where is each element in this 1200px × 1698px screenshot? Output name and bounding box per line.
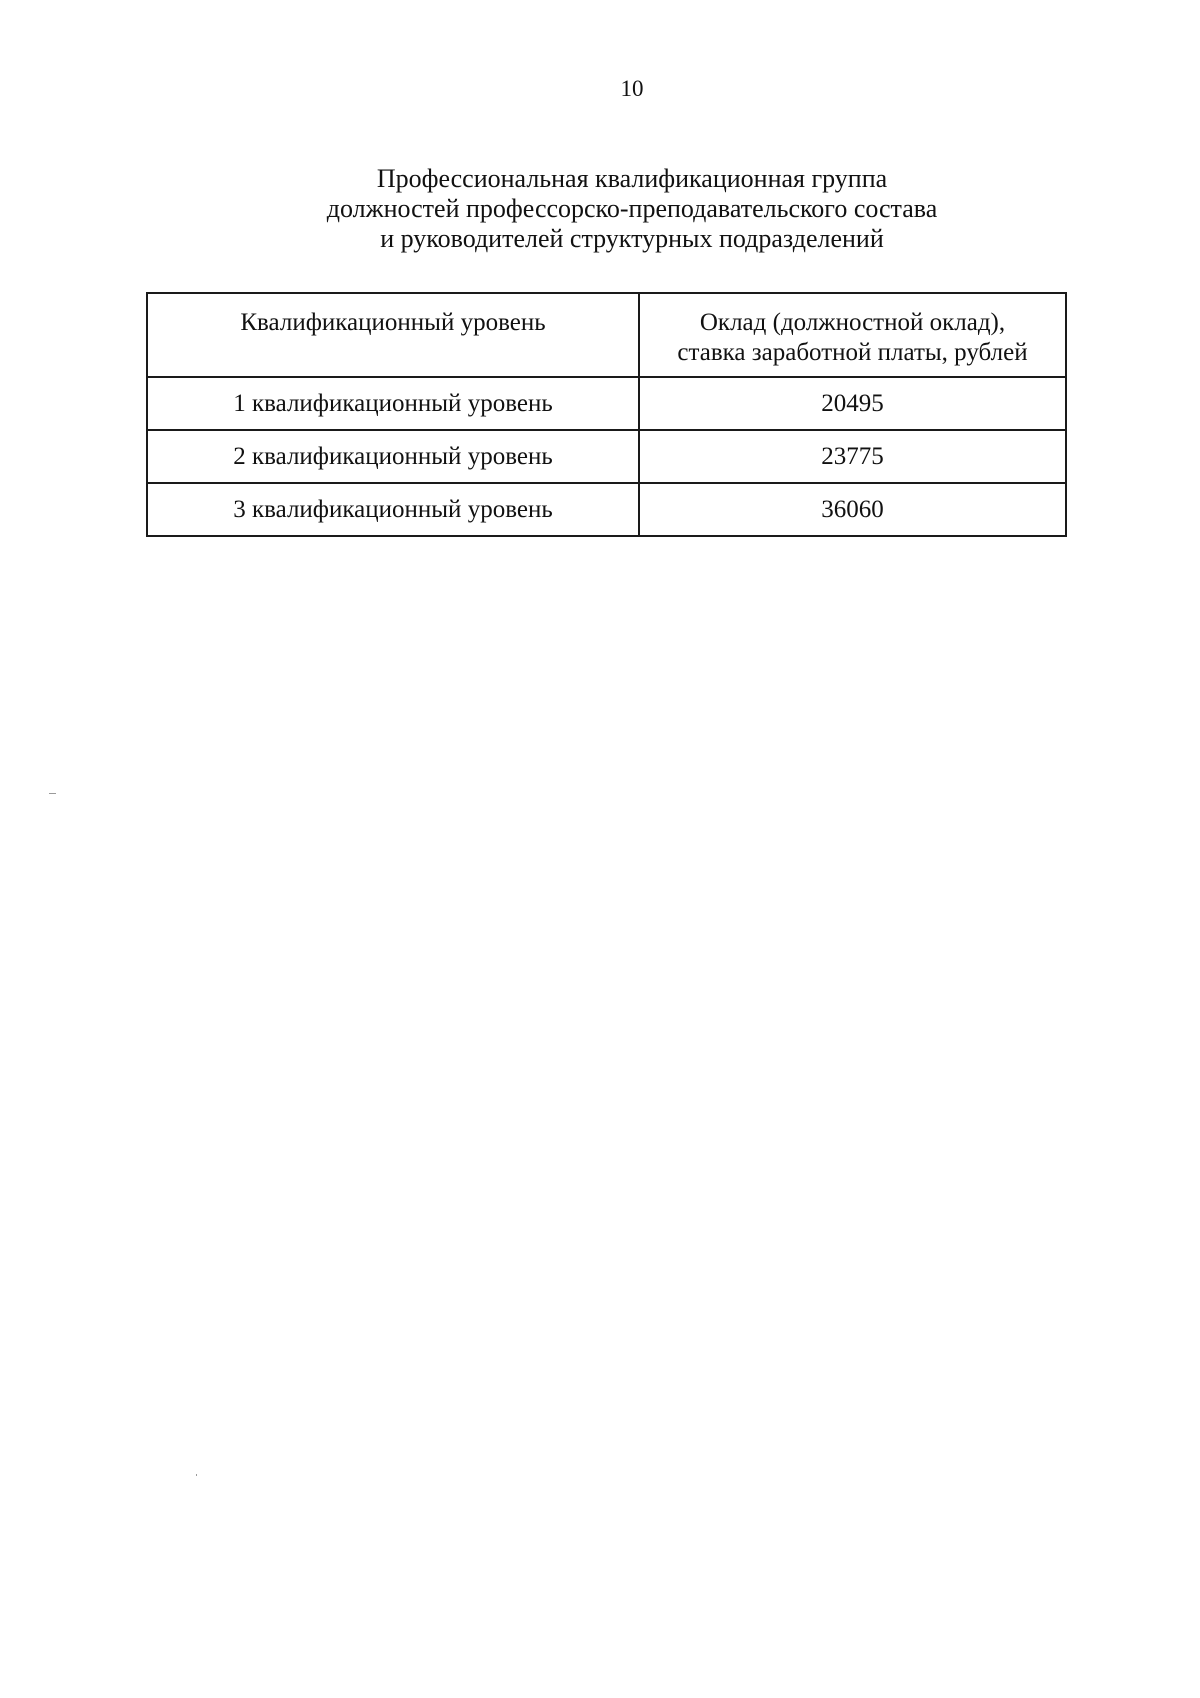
header-qualification-level: Квалификационный уровень (147, 293, 639, 377)
scan-speck (49, 793, 56, 794)
page-title (0, 164, 1200, 254)
page-number: 10 (620, 76, 644, 101)
table-row (147, 483, 1066, 536)
cell-level: 2 квалификационный уровень (147, 430, 639, 483)
header-salary (639, 293, 1066, 377)
cell-salary: 36060 (639, 483, 1066, 536)
cell-salary: 23775 (639, 430, 1066, 483)
title-line: должностей профессорско-преподавательского состава (326, 194, 938, 223)
salary-table (146, 292, 1067, 537)
cell-level: 3 квалификационный уровень (147, 483, 639, 536)
title-line: и руководителей структурных подразделений (380, 224, 884, 253)
cell-level: 1 квалификационный уровень (147, 377, 639, 430)
header-salary-line: ставка заработной платы, рублей (677, 339, 1028, 366)
title-line: Профессиональная квалификационная группа (376, 164, 888, 193)
cell-salary: 20495 (639, 377, 1066, 430)
table-row (147, 430, 1066, 483)
header-salary-line: Оклад (должностной оклад), (699, 309, 1006, 336)
table-header-row (147, 293, 1066, 377)
scan-speck (196, 1474, 197, 1476)
table-row (147, 377, 1066, 430)
